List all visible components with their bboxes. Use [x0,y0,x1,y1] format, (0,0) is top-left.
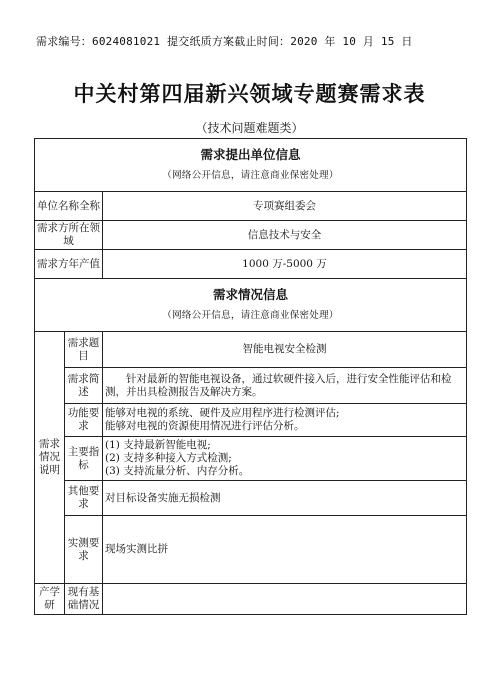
field-label: 单位名称全称 [35,192,103,221]
table-row [35,584,467,615]
table-row [35,404,467,437]
field-label: 需求简述 [65,368,103,404]
group-label: 产学研 [35,584,65,615]
group-label: 需求情况说明 [35,332,65,584]
field-value[interactable]: 对目标设备实施无损检测 [103,481,467,516]
field-value[interactable]: 现场实测比拼 [103,516,467,584]
table-row [35,332,467,368]
text-line: 能够对电视的资源使用情况进行评估分析。 [105,420,305,432]
field-value[interactable] [103,404,467,437]
field-value[interactable]: 智能电视安全检测 [103,332,467,368]
text-line: (2) 支持多种接入方式检测; [105,452,232,464]
field-label: 现有基础情况 [65,584,103,615]
field-value[interactable]: 针对最新的智能电视设备，通过软硬件接入后，进行安全性能评估和检测，并出具检测报告及解决方案。 [103,368,467,404]
field-value[interactable] [103,584,467,615]
field-value[interactable]: 1000 万-5000 万 [103,250,467,279]
field-label: 实测要求 [65,516,103,584]
section-heading: 需求情况信息 [212,287,288,302]
text-line: 能够对电视的系统、硬件及应用程序进行检测评估; [105,407,340,419]
text-line: (3) 支持流量分析、内存分析。 [105,465,250,477]
section-note: （网络公开信息，请注意商业保密处理） [162,170,339,181]
table-row [35,437,467,481]
field-label: 需求方年产值 [35,250,103,279]
text-line: (1) 支持最新智能电视; [105,439,211,451]
field-label: 需求题目 [65,332,103,368]
section-heading: 需求提出单位信息 [200,147,301,162]
field-label: 主要指标 [65,437,103,481]
field-label: 功能要求 [65,404,103,437]
field-value[interactable] [103,437,467,481]
section-demand-info-header [35,279,467,332]
table-row [35,192,467,221]
table-row [35,250,467,279]
table-row [35,481,467,516]
field-label: 需求方所在领域 [35,221,103,250]
field-value[interactable]: 专项赛组委会 [103,192,467,221]
table-row [35,516,467,584]
table-row [35,368,467,404]
requirement-form-table [34,138,467,615]
section-note: （网络公开信息，请注意商业保密处理） [162,310,339,321]
page-subtitle: （技术问题难题类） [195,121,304,135]
page-title: 中关村第四届新兴领域专题赛需求表 [73,82,426,106]
field-value[interactable]: 信息技术与安全 [103,221,467,250]
requirement-number-line: 需求编号：6024081021 提交纸质方案截止时间：2020 年 10 月 15 日 [36,35,413,48]
section-unit-info-header [35,139,467,192]
table-row [35,221,467,250]
field-label: 其他要求 [65,481,103,516]
